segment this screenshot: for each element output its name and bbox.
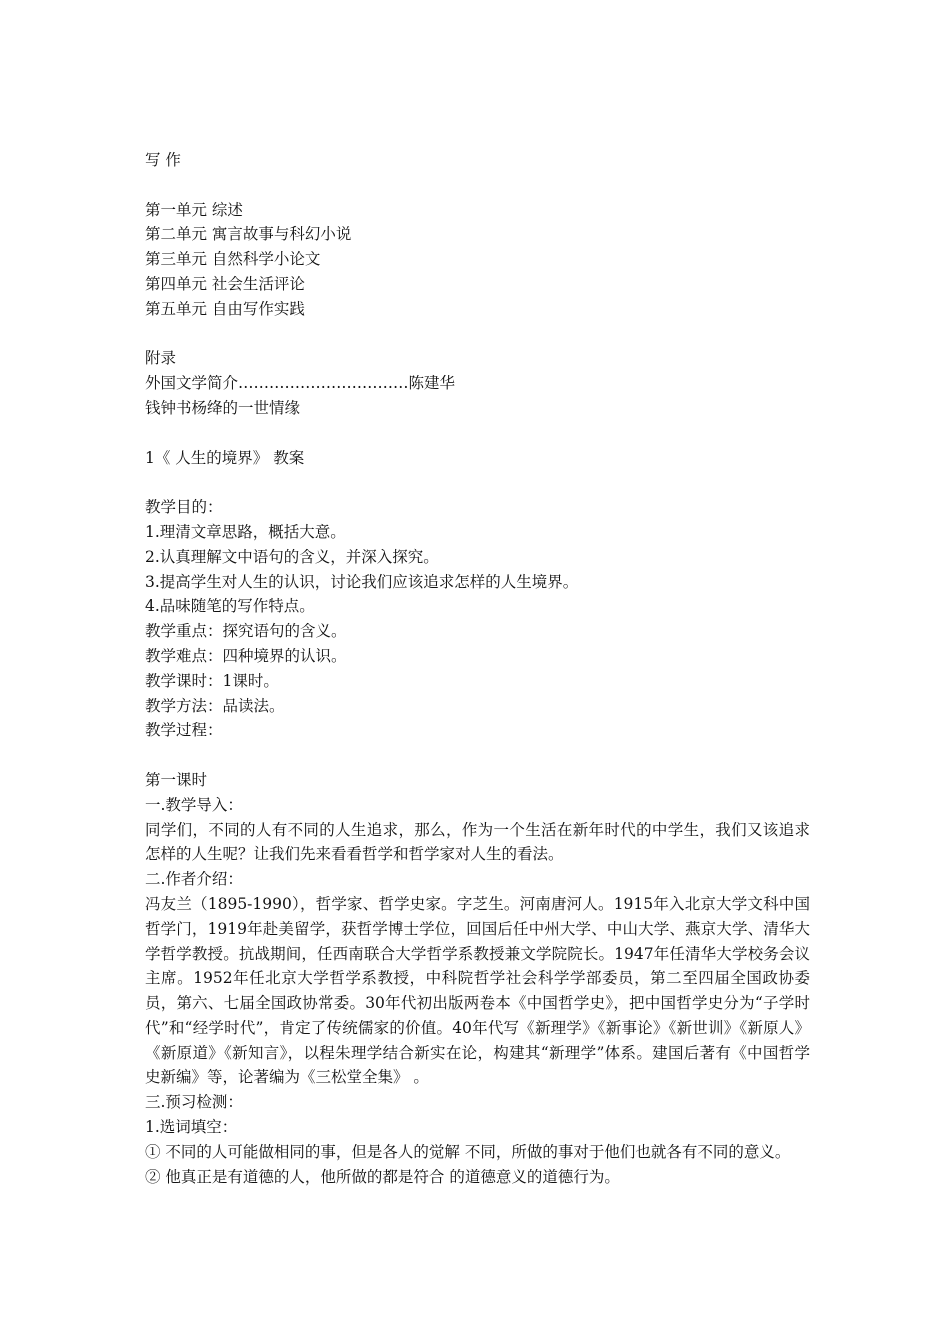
section-preview [145,1090,810,1189]
section-paragraph: 同学们，不同的人有不同的人生追求，那么，作为一个生活在新年时代的中学生，我们又该追求怎样的人生呢？让我们先来看看哲学和哲学家对人生的看法。 [145,820,810,864]
teaching-hours: 教学课时：1课时。 [145,671,279,690]
teaching-difficulty: 教学难点：四种境界的认识。 [145,646,347,665]
objectives-section [145,495,810,619]
appendix-item: 钱钟书杨绛的一世情缘 [145,398,301,417]
appendix-item: 外国文学简介……………………………陈建华 [145,374,456,393]
objective-item: 4.品味随笔的写作特点。 [145,597,315,616]
lesson-title: 1《 人生的境界》 教案 [145,448,305,467]
section-subtitle: 1.选词填空： [145,1118,238,1137]
section-author [145,867,810,1090]
section-paragraph: 冯友兰（1895-1990），哲学家、哲学史家。字芝生。河南唐河人。1915年入北京大学文科中国哲学门，1919年赴美留学，获哲学博士学位，回国后任中州大学、中山大学、燕京大学、清华大学哲学教授。抗战期间，任西南联合大学哲学系教授兼文学院院长。1947年任清华大学校务会议主席。1952年任北京大学哲学系教授，中科院哲学社会科学学部委员，第二至四届全国政协委员，第六、七届全国政协常委。30年代初出版两卷本《中国哲学史》，把中国哲学史分为“子学时代”和“经学时代”，肯定了传统儒家的价值。40年代写《新理学》《新事论》《新世训》《新原人》《新原道》《新知言》，以程朱理学结合新实在论，构建其“新理学”体系。建国后著有《中国哲学史新编》等，论著编为《三松堂全集》 。 [145,894,810,1087]
unit-item: 第五单元 自由写作实践 [145,299,305,318]
unit-list [145,198,810,322]
unit-item: 第四单元 社会生活评论 [145,274,305,293]
document-heading: 写 作 [145,151,181,169]
appendix-section [145,346,810,420]
document-page [145,148,810,1189]
spacer [145,470,810,495]
teaching-info [145,619,810,743]
section-title: 一.教学导入： [145,795,243,814]
unit-item: 第三单元 自然科学小论文 [145,250,321,269]
objective-item: 1.理清文章思路，概括大意。 [145,522,346,541]
objective-item: 3.提高学生对人生的认识，讨论我们应该追求怎样的人生境界。 [145,572,579,591]
exercise-item: ① 不同的人可能做相同的事，但是各人的觉解 不同，所做的事对于他们也就各有不同的意义。 [145,1142,791,1161]
appendix-title: 附录 [145,349,177,368]
objectives-title: 教学目的： [145,498,223,517]
section-title: 二.作者介绍： [145,870,243,889]
period-title: 第一课时 [145,770,208,789]
teaching-focus: 教学重点：探究语句的含义。 [145,622,347,641]
spacer [145,743,810,768]
spacer [145,421,810,446]
section-title: 三.预习检测： [145,1093,243,1112]
objective-item: 2.认真理解文中语句的含义，并深入探究。 [145,547,439,566]
spacer [145,173,810,198]
spacer [145,322,810,347]
unit-item: 第一单元 综述 [145,200,243,219]
unit-item: 第二单元 寓言故事与科幻小说 [145,225,352,244]
teaching-process: 教学过程： [145,721,223,740]
exercise-item: ② 他真正是有道德的人，他所做的都是符合 的道德意义的道德行为。 [145,1167,620,1186]
teaching-method: 教学方法：品读法。 [145,696,285,715]
section-introduction [145,793,810,867]
